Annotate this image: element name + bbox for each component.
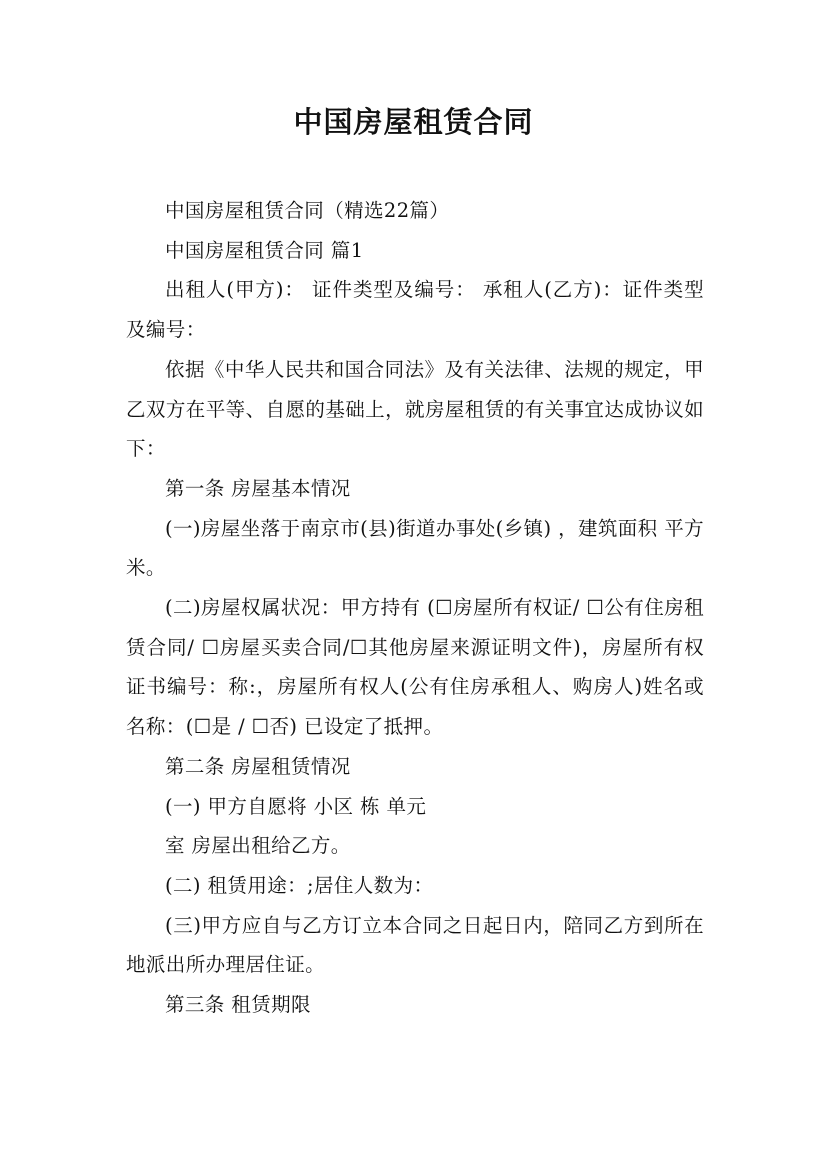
- clause-paragraph: (一) 甲方自愿将 小区 栋 单元: [165, 794, 427, 818]
- subtitle-paragraph: 中国房屋租赁合同（精选22篇）: [165, 199, 450, 222]
- parties-paragraph: 出租人(甲方)： 证件类型及编号： 承租人(乙方)：证件类型及编号：: [126, 278, 704, 342]
- section-heading: 中国房屋租赁合同 篇1: [165, 238, 364, 262]
- article-heading: 第三条 租赁期限: [165, 993, 311, 1017]
- article-heading: 第二条 房屋租赁情况: [165, 754, 351, 778]
- clause-paragraph: (二)房屋权属状况：甲方持有 (☐房屋所有权证/ ☐公有住房租赁合同/ ☐房屋买卖合同/☐其他房屋来源证明文件)，房屋所有权证书编号：称:，房屋所有权人(公有住房承租人、购房人)姓名或名称：(☐是 / ☐否) 已设定了抵押。: [126, 596, 704, 739]
- clause-paragraph: (二) 租赁用途：;居住人数为：: [165, 873, 434, 897]
- article-heading: 第一条 房屋基本情况: [165, 476, 351, 500]
- document-body: [126, 191, 704, 1025]
- clause-paragraph: (三)甲方应自与乙方订立本合同之日起日内，陪同乙方到所在地派出所办理居住证。: [126, 913, 704, 977]
- document-title: 中国房屋租赁合同: [293, 105, 534, 139]
- clause-paragraph: (一)房屋坐落于南京市(县)街道办事处(乡镇) ，建筑面积 平方米。: [126, 516, 704, 580]
- clause-continuation: 室 房屋出租给乙方。: [165, 834, 351, 858]
- preamble-paragraph: 依据《中华人民共和国合同法》及有关法律、法规的规定，甲乙双方在平等、自愿的基础上，就房屋租赁的有关事宜达成协议如下：: [126, 357, 704, 461]
